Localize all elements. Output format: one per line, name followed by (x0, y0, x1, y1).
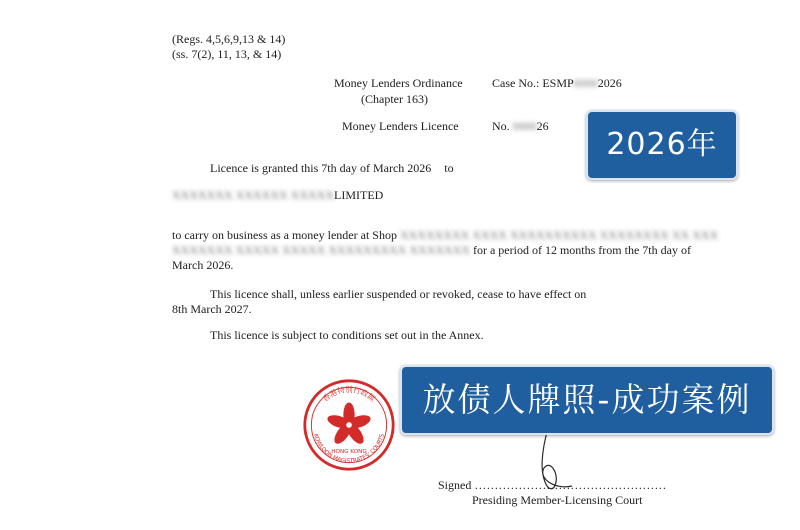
licensee-name-redacted: XXXXXXX XXXXXX XXXXX (172, 188, 334, 202)
case-label: Case No.: ESMP (492, 76, 574, 90)
licence-no-label: No. (492, 119, 510, 133)
business-address-redacted-1: XXXXXXXX XXXX XXXXXXXXXX XXXXXXXX XX XXX (399, 228, 719, 242)
ordinance-chapter: (Chapter 163) (361, 92, 428, 106)
seal-top-text: 香港特別行政區 (320, 385, 378, 404)
business-line-2-text: for a period of 12 months from the 7th day of (472, 243, 691, 257)
regulations-ref: (Regs. 4,5,6,9,13 & 14) (172, 32, 286, 46)
granted-to: to (444, 161, 454, 175)
court-seal-icon (302, 378, 396, 472)
licence-label: Money Lenders Licence (342, 119, 459, 133)
cease-line-2: 8th March 2027. (172, 302, 252, 316)
licensee-suffix: LIMITED (334, 188, 384, 202)
ordinance-name: Money Lenders Ordinance (334, 76, 463, 90)
business-address-redacted-2: XXXXXXX XXXXX XXXXX XXXXXXXXX XXXXXXX (172, 243, 470, 257)
licence-number (492, 117, 549, 135)
presiding-member-role: Presiding Member-Licensing Court (472, 493, 643, 507)
signed-line: Signed ………………………………………… (438, 478, 667, 492)
granted-line (210, 159, 454, 177)
success-case-banner: 放债人牌照-成功案例 (400, 365, 774, 435)
licence-no-suffix: 26 (536, 119, 549, 133)
sections-ref: (ss. 7(2), 11, 13, & 14) (172, 47, 282, 61)
granted-text: Licence is granted this 7th day of March 2026 (210, 161, 432, 175)
year-badge: 2026年 (586, 110, 738, 180)
seal-ring-text: KOWLOON MAGISTRATES' COURTS (312, 433, 386, 465)
business-line-2 (172, 241, 691, 259)
case-number-redacted: 0000 (573, 76, 598, 90)
business-line-3: March 2026. (172, 258, 234, 272)
case-number (492, 74, 622, 92)
business-line-1-text: to carry on business as a money lender at Shop (172, 228, 397, 242)
licensee-name (172, 186, 383, 204)
case-suffix: 2026 (597, 76, 622, 90)
seal-bottom-text: HONG KONG (331, 449, 367, 456)
cease-line-1: This licence shall, unless earlier suspended or revoked, cease to have effect on (210, 287, 587, 301)
licence-number-redacted: 0000 (512, 119, 537, 133)
conditions-line: This licence is subject to conditions set out in the Annex. (210, 328, 484, 342)
